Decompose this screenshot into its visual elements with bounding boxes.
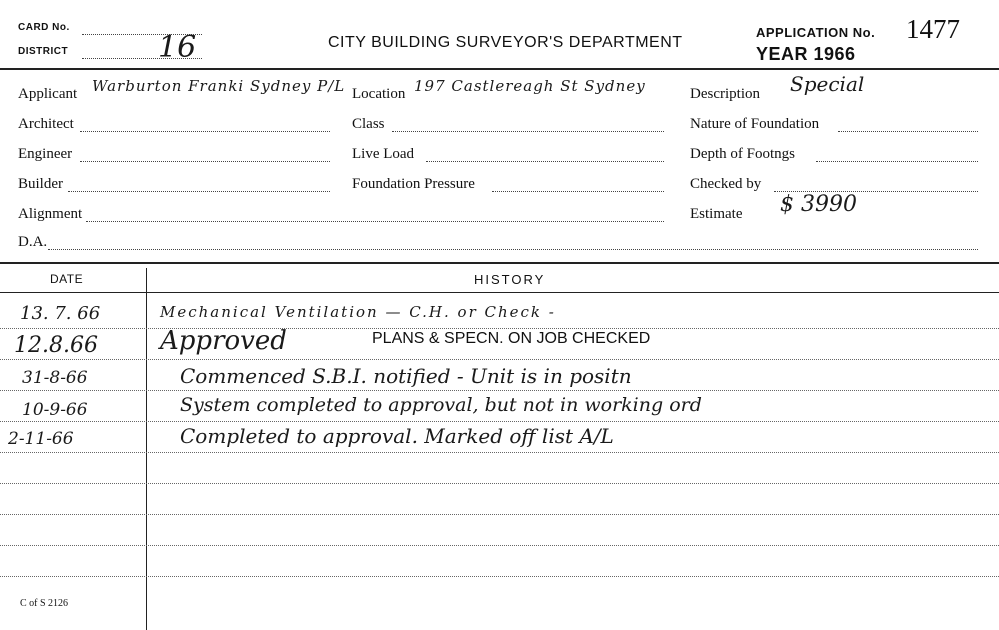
nature-label: Nature of Foundation (690, 116, 820, 132)
history-row-text: Completed to approval. Marked off list A/L (180, 424, 614, 448)
history-row-date: 13. 7. 66 (20, 303, 101, 324)
description-value: Special (790, 72, 865, 96)
nature-line (838, 131, 978, 132)
ruled-line (0, 576, 999, 577)
form-code: C of S 2126 (20, 598, 69, 609)
ruled-line (0, 328, 999, 329)
card-no-label: CARD No. (18, 22, 70, 33)
da-label: D.A. (18, 234, 48, 250)
history-row-text: System completed to approval, but not in working ord (180, 394, 702, 416)
estimate-value: $ 3990 (780, 192, 857, 217)
location-label: Location (352, 86, 406, 102)
ruled-line (0, 390, 999, 391)
builder-line (68, 191, 330, 192)
history-row-date: 31-8-66 (22, 368, 88, 388)
ruled-line (0, 452, 999, 453)
applicant-value: Warburton Franki Sydney P/L (92, 77, 346, 95)
ruled-line (0, 421, 999, 422)
foundation-pressure-line (492, 191, 664, 192)
da-line (48, 249, 978, 250)
history-top-divider (0, 262, 999, 264)
class-line (392, 131, 664, 132)
alignment-label: Alignment (18, 206, 83, 222)
foundation-pressure-label: Foundation Pressure (352, 176, 475, 192)
description-label: Description (690, 86, 760, 102)
depth-label: Depth of Footngs (690, 146, 795, 162)
ruled-line (0, 359, 999, 360)
history-row-text: Commenced S.B.I. notified - Unit is in positn (180, 364, 632, 388)
year-label: YEAR 1966 (756, 44, 856, 64)
alignment-line (86, 221, 664, 222)
estimate-label: Estimate (690, 206, 743, 222)
application-no-label: APPLICATION No. (756, 25, 876, 40)
district-label: DISTRICT (18, 46, 69, 57)
location-value: 197 Castlereagh St Sydney (414, 77, 646, 95)
history-row-date: 10-9-66 (22, 400, 88, 420)
builder-label: Builder (18, 176, 63, 192)
class-label: Class (352, 116, 385, 132)
ruled-line (0, 545, 999, 546)
live-load-label: Live Load (352, 146, 415, 162)
architect-label: Architect (18, 116, 74, 132)
history-header-divider (0, 292, 999, 293)
history-row-date: 12.8.66 (14, 333, 98, 358)
department-title: CITY BUILDING SURVEYOR'S DEPARTMENT (328, 34, 683, 51)
date-column-header: DATE (50, 272, 84, 286)
depth-line (816, 161, 978, 162)
checked-by-label: Checked by (690, 176, 762, 192)
architect-line (80, 131, 330, 132)
history-column-header: HISTORY (474, 272, 546, 287)
header-divider (0, 68, 999, 70)
history-row-text: Mechanical Ventilation — C.H. or Check - (160, 303, 556, 321)
district-value: 16 (158, 30, 197, 65)
history-row-date: 2-11-66 (8, 429, 74, 449)
ruled-line (0, 514, 999, 515)
history-row-text: Approved (160, 326, 287, 356)
application-no-value: 1477 (906, 14, 960, 44)
live-load-line (426, 161, 664, 162)
applicant-label: Applicant (18, 86, 78, 102)
engineer-line (80, 161, 330, 162)
engineer-label: Engineer (18, 146, 73, 162)
checked-stamp: PLANS & SPECN. ON JOB CHECKED (372, 330, 651, 347)
ruled-line (0, 483, 999, 484)
